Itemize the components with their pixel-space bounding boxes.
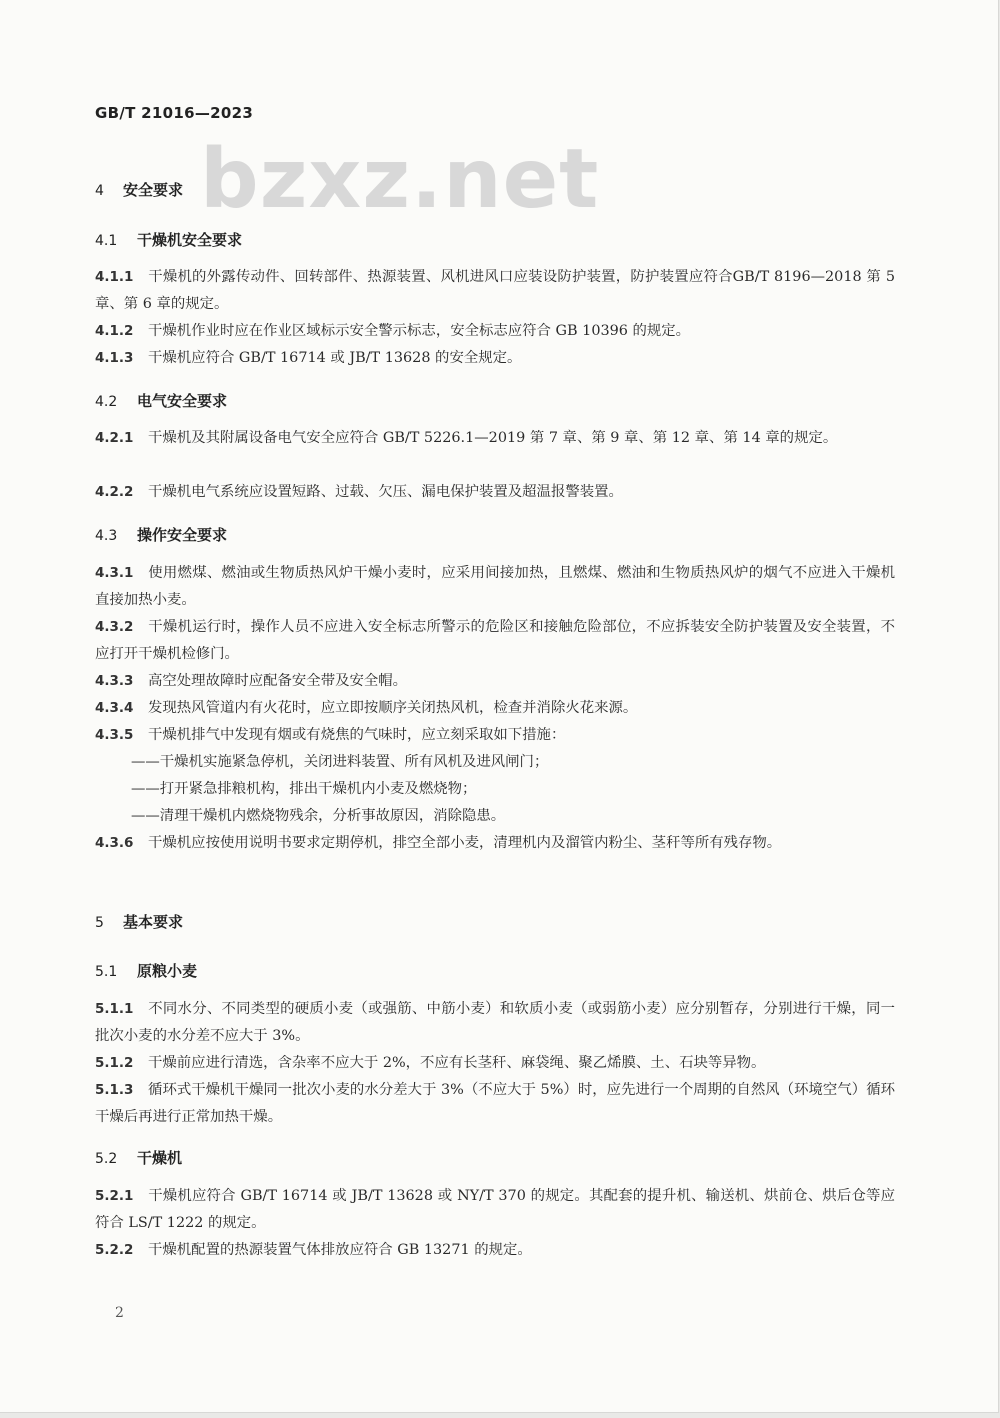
section-title: 干燥机安全要求 xyxy=(137,231,243,249)
section-5-2-heading xyxy=(95,1147,895,1168)
section-number: 4 xyxy=(95,183,104,199)
page-number: 2 xyxy=(115,1305,124,1321)
clause-4-3-2 xyxy=(95,614,895,668)
clause-text: 干燥机及其附属设备电气安全应符合 GB/T 5226.1—2019 第 7 章、第 9 章、第 12 章、第 14 章的规定。 xyxy=(148,430,838,446)
clause-number: 4.3.1 xyxy=(95,565,134,581)
section-number: 5 xyxy=(95,915,104,931)
clause-text: 干燥机应符合 GB/T 16714 或 JB/T 13628 或 NY/T 370 的规定。其配套的提升机、输送机、烘前仓、烘后仓等应符合 LS/T 1222 的规定。 xyxy=(95,1188,895,1231)
clause-5-2-2 xyxy=(95,1237,895,1264)
clause-4-2-1 xyxy=(95,425,895,452)
section-4-2-heading xyxy=(95,390,895,411)
clause-text: 干燥机应按使用说明书要求定期停机，排空全部小麦，清理机内及溜管内粉尘、茎秆等所有残存物。 xyxy=(148,835,782,851)
section-4-1-heading xyxy=(95,229,895,250)
clause-text: 干燥机作业时应在作业区域标示安全警示标志，安全标志应符合 GB 10396 的规定。 xyxy=(148,323,691,339)
section-title: 基本要求 xyxy=(123,913,184,931)
clause-number: 5.1.2 xyxy=(95,1055,134,1071)
clause-number: 4.3.2 xyxy=(95,619,134,635)
clause-text: 干燥机配置的热源装置气体排放应符合 GB 13271 的规定。 xyxy=(148,1242,532,1258)
clause-4-3-3 xyxy=(95,668,895,695)
clause-4-2-2 xyxy=(95,479,895,506)
clause-text: 干燥机电气系统应设置短路、过载、欠压、漏电保护装置及超温报警装置。 xyxy=(148,484,623,500)
clause-5-1-1 xyxy=(95,996,895,1050)
section-number: 4.2 xyxy=(95,394,118,410)
section-title: 操作安全要求 xyxy=(137,526,228,544)
dash-list-item: ——打开紧急排粮机构，排出干燥机内小麦及燃烧物； xyxy=(131,781,477,797)
clause-4-1-2 xyxy=(95,318,895,345)
clause-number: 5.2.2 xyxy=(95,1242,134,1258)
section-4-heading xyxy=(95,179,895,200)
clause-4-3-1 xyxy=(95,560,895,614)
clause-5-2-1 xyxy=(95,1183,895,1237)
clause-text: 干燥机运行时，操作人员不应进入安全标志所警示的危险区和接触危险部位，不应拆装安全防护装置及安全装置，不应打开干燥机检修门。 xyxy=(95,619,895,662)
section-number: 5.2 xyxy=(95,1151,118,1167)
clause-text: 不同水分、不同类型的硬质小麦（或强筋、中筋小麦）和软质小麦（或弱筋小麦）应分别暂存，分别进行干燥，同一批次小麦的水分差不应大于 3%。 xyxy=(95,1001,895,1044)
clause-text: 发现热风管道内有火花时，应立即按顺序关闭热风机，检查并消除火花来源。 xyxy=(148,700,638,716)
clause-text: 干燥机应符合 GB/T 16714 或 JB/T 13628 的安全规定。 xyxy=(148,350,522,366)
clause-number: 4.2.1 xyxy=(95,430,134,446)
clause-number: 4.1.3 xyxy=(95,350,134,366)
section-4-3-heading xyxy=(95,524,895,545)
clause-number: 4.2.2 xyxy=(95,484,134,500)
clause-number: 4.3.4 xyxy=(95,700,134,716)
clause-4-3-5 xyxy=(95,722,895,749)
clause-number: 4.1.2 xyxy=(95,323,134,339)
clause-text: 干燥机排气中发现有烟或有烧焦的气味时，应立刻采取如下措施： xyxy=(148,727,566,743)
section-title: 电气安全要求 xyxy=(137,392,228,410)
clause-number: 4.3.5 xyxy=(95,727,134,743)
clause-5-1-2 xyxy=(95,1050,895,1077)
section-5-heading xyxy=(95,911,895,932)
clause-number: 4.3.3 xyxy=(95,673,134,689)
clause-number: 4.3.6 xyxy=(95,835,134,851)
section-number: 5.1 xyxy=(95,964,118,980)
section-5-1-heading xyxy=(95,960,895,981)
section-number: 4.1 xyxy=(95,233,118,249)
dash-list-item: ——干燥机实施紧急停机，关闭进料装置、所有风机及进风闸门； xyxy=(131,754,549,770)
clause-4-1-1 xyxy=(95,264,895,318)
clause-text: 使用燃煤、燃油或生物质热风炉干燥小麦时，应采用间接加热，且燃煤、燃油和生物质热风炉的烟气不应进入干燥机直接加热小麦。 xyxy=(95,565,895,608)
clause-text: 干燥前应进行清选，含杂率不应大于 2%，不应有长茎秆、麻袋绳、聚乙烯膜、土、石块等异物。 xyxy=(148,1055,766,1071)
clause-text: 高空处理故障时应配备安全带及安全帽。 xyxy=(148,673,408,689)
clause-4-3-6 xyxy=(95,830,895,857)
section-number: 4.3 xyxy=(95,528,118,544)
clause-number: 5.2.1 xyxy=(95,1188,134,1204)
clause-number: 4.1.1 xyxy=(95,269,134,285)
clause-number: 5.1.3 xyxy=(95,1082,134,1098)
clause-4-3-4 xyxy=(95,695,895,722)
standard-code: GB/T 21016—2023 xyxy=(95,104,254,122)
section-title: 安全要求 xyxy=(123,181,184,199)
clause-4-1-3 xyxy=(95,345,895,372)
section-title: 干燥机 xyxy=(137,1149,183,1167)
clause-text: 干燥机的外露传动件、回转部件、热源装置、风机进风口应装设防护装置，防护装置应符合GB/T 8196—2018 第 5 章、第 6 章的规定。 xyxy=(95,269,895,312)
clause-number: 5.1.1 xyxy=(95,1001,134,1017)
watermark: bzxz.net xyxy=(200,132,600,227)
clause-5-1-3 xyxy=(95,1077,895,1131)
clause-text: 循环式干燥机干燥同一批次小麦的水分差大于 3%（不应大于 5%）时，应先进行一个周期的自然风（环境空气）循环干燥后再进行正常加热干燥。 xyxy=(95,1082,895,1125)
dash-list-item: ——清理干燥机内燃烧物残余，分析事故原因，消除隐患。 xyxy=(131,808,506,824)
section-title: 原粮小麦 xyxy=(137,962,198,980)
